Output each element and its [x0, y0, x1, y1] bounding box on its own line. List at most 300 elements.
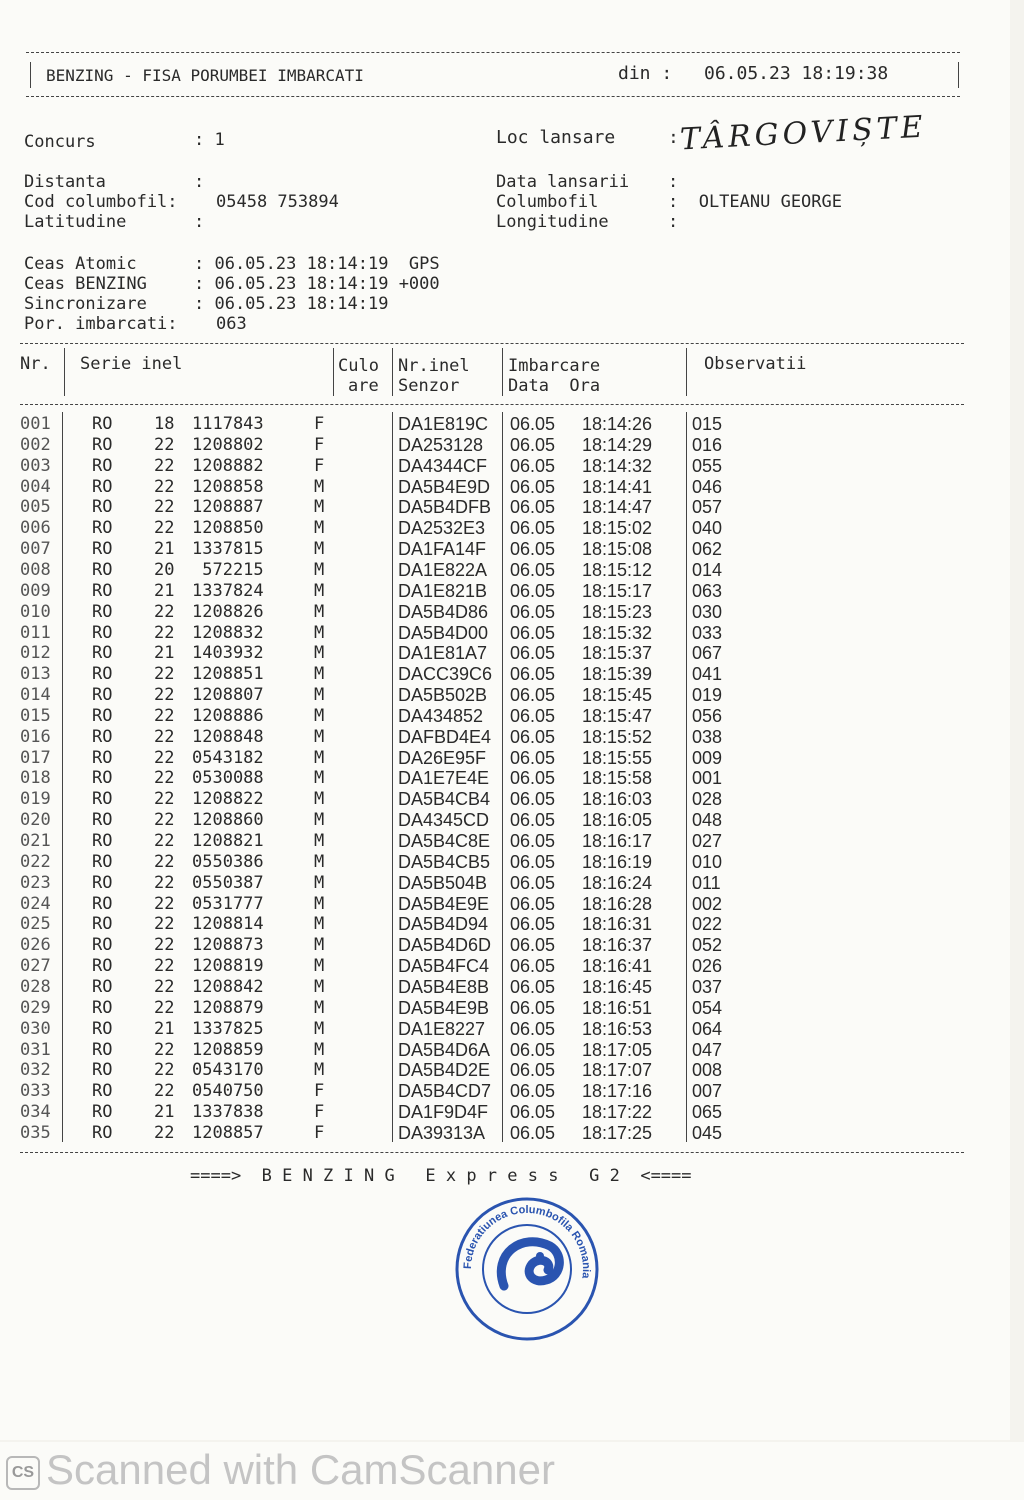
- row-country: RO: [92, 768, 113, 789]
- row-nr: 021: [20, 831, 51, 851]
- row-sex: M: [314, 831, 325, 851]
- row-nr: 006: [20, 518, 51, 539]
- row-year: 22: [154, 601, 175, 622]
- row-time: 18:14:47: [582, 497, 653, 518]
- row-country: RO: [92, 1081, 113, 1102]
- row-sensor-id: DA5B504B: [398, 872, 488, 893]
- table-header-bottom-rule: [20, 404, 964, 405]
- benzing-footer-brand: ====> B E N Z I N G E x p r e s s G 2 <====: [190, 1166, 692, 1186]
- row-date: 06.05: [510, 601, 556, 622]
- row-country: RO: [92, 956, 113, 977]
- row-observatii: 065: [692, 1102, 723, 1123]
- row-year: 22: [154, 831, 175, 851]
- row-observatii: 067: [692, 643, 723, 664]
- row-ring-number: 1403932: [192, 643, 264, 664]
- row-date: 06.05: [510, 539, 556, 560]
- row-sensor-id: DA5B4CD7: [398, 1081, 492, 1102]
- col-divider-senzor: [502, 348, 503, 396]
- row-ring-number: 1208879: [192, 997, 264, 1018]
- row-sensor-id: DA5B4E9D: [398, 476, 491, 497]
- row-year: 22: [154, 914, 175, 935]
- col-divider-serie: [333, 348, 334, 396]
- row-sex: M: [314, 580, 325, 601]
- row-time: 18:17:25: [582, 1122, 653, 1143]
- body-divider-senzor-right: [502, 412, 503, 1142]
- row-sensor-id: DA2532E3: [398, 518, 486, 539]
- row-nr: 024: [20, 893, 51, 914]
- row-sensor-id: DA5B4FC4: [398, 956, 490, 977]
- row-time: 18:15:45: [582, 685, 653, 706]
- ceas-benzing-label: Ceas BENZING: [24, 274, 147, 294]
- table-bottom-rule: [20, 1152, 964, 1153]
- row-nr: 022: [20, 851, 51, 872]
- row-country: RO: [92, 893, 113, 914]
- row-nr: 030: [20, 1018, 51, 1039]
- row-year: 22: [154, 810, 175, 831]
- row-ring-number: 1208857: [192, 1122, 264, 1143]
- row-time: 18:14:29: [582, 434, 653, 455]
- row-country: RO: [92, 789, 113, 810]
- longitudine-value: :: [668, 212, 679, 232]
- row-sex: M: [314, 497, 325, 518]
- row-country: RO: [92, 1018, 113, 1039]
- row-observatii: 033: [692, 622, 723, 643]
- row-sex: M: [314, 914, 325, 935]
- row-sensor-id: DA434852: [398, 705, 484, 726]
- row-sex: M: [314, 810, 325, 831]
- row-year: 22: [154, 872, 175, 893]
- row-country: RO: [92, 914, 113, 935]
- sincronizare-label: Sincronizare: [24, 294, 147, 314]
- row-sensor-id: DA1FA14F: [398, 539, 487, 560]
- row-date: 06.05: [510, 1039, 556, 1060]
- row-observatii: 037: [692, 976, 723, 997]
- row-sex: M: [314, 1018, 325, 1039]
- col-divider-culoare: [392, 348, 393, 396]
- row-country: RO: [92, 810, 113, 831]
- row-date: 06.05: [510, 831, 556, 851]
- ceas-atomic-value: : 06.05.23 18:14:19 GPS: [194, 254, 440, 274]
- row-year: 22: [154, 685, 175, 706]
- row-sensor-id: DA4345CD: [398, 810, 490, 831]
- row-country: RO: [92, 726, 113, 747]
- row-country: RO: [92, 705, 113, 726]
- row-sensor-id: DA5B4D6D: [398, 935, 492, 956]
- row-ring-number: 1208802: [192, 434, 264, 455]
- row-time: 18:17:22: [582, 1102, 653, 1123]
- row-year: 22: [154, 1081, 175, 1102]
- row-year: 22: [154, 1122, 175, 1143]
- row-observatii: 038: [692, 726, 723, 747]
- columbofil-value: : OLTEANU GEORGE: [668, 192, 842, 212]
- data-lansarii-value: :: [668, 172, 679, 192]
- row-date: 06.05: [510, 705, 556, 726]
- row-date: 06.05: [510, 768, 556, 789]
- row-sensor-id: DA4344CF: [398, 455, 488, 476]
- row-year: 22: [154, 789, 175, 810]
- row-sex: M: [314, 997, 325, 1018]
- row-sex: M: [314, 685, 325, 706]
- row-time: 18:16:05: [582, 810, 653, 831]
- row-sex: M: [314, 518, 325, 539]
- row-date: 06.05: [510, 580, 556, 601]
- row-country: RO: [92, 1122, 113, 1143]
- document-title: BENZING - FISA PORUMBEI IMBARCATI: [46, 66, 364, 85]
- row-nr: 034: [20, 1102, 51, 1123]
- row-date: 06.05: [510, 893, 556, 914]
- row-sex: M: [314, 539, 325, 560]
- row-observatii: 007: [692, 1081, 723, 1102]
- row-country: RO: [92, 685, 113, 706]
- row-sex: M: [314, 643, 325, 664]
- col-header-nr-inel: Nr.inel: [398, 356, 470, 376]
- row-observatii: 048: [692, 810, 723, 831]
- row-observatii: 057: [692, 497, 723, 518]
- row-date: 06.05: [510, 518, 556, 539]
- row-observatii: 040: [692, 518, 723, 539]
- row-nr: 001: [20, 414, 51, 434]
- row-ring-number: 1337815: [192, 539, 264, 560]
- row-sensor-id: DA39313A: [398, 1122, 486, 1143]
- federation-stamp: [452, 1194, 602, 1344]
- row-year: 22: [154, 434, 175, 455]
- row-time: 18:17:05: [582, 1039, 653, 1060]
- row-observatii: 052: [692, 935, 723, 956]
- row-nr: 011: [20, 622, 51, 643]
- row-nr: 004: [20, 476, 51, 497]
- table-header-top-rule: [20, 343, 964, 344]
- row-country: RO: [92, 434, 113, 455]
- row-year: 18: [154, 414, 175, 434]
- row-sex: M: [314, 705, 325, 726]
- row-observatii: 026: [692, 956, 723, 977]
- row-time: 18:16:53: [582, 1018, 653, 1039]
- row-time: 18:16:51: [582, 997, 653, 1018]
- row-sensor-id: DA1E81A7: [398, 643, 488, 664]
- row-observatii: 027: [692, 831, 723, 851]
- columbofil-label: Columbofil: [496, 192, 599, 212]
- row-nr: 002: [20, 434, 51, 455]
- row-ring-number: 1208882: [192, 455, 264, 476]
- row-ring-number: 0543170: [192, 1060, 264, 1081]
- row-observatii: 041: [692, 664, 723, 685]
- row-ring-number: 1208848: [192, 726, 264, 747]
- row-ring-number: 0530088: [192, 768, 264, 789]
- row-country: RO: [92, 664, 113, 685]
- row-ring-number: 1208887: [192, 497, 264, 518]
- ceas-atomic-label: Ceas Atomic: [24, 254, 137, 274]
- row-year: 22: [154, 747, 175, 768]
- row-sex: M: [314, 956, 325, 977]
- row-observatii: 011: [692, 872, 721, 893]
- row-year: 21: [154, 1102, 175, 1123]
- col-header-serie-inel: Serie inel: [80, 354, 183, 374]
- row-year: 22: [154, 518, 175, 539]
- row-sex: M: [314, 872, 325, 893]
- din-label: din :: [618, 63, 673, 84]
- row-ring-number: 1208819: [192, 956, 264, 977]
- row-nr: 018: [20, 768, 51, 789]
- sincronizare-value: : 06.05.23 18:14:19: [194, 294, 389, 314]
- row-observatii: 008: [692, 1060, 723, 1081]
- row-sensor-id: DA26E95F: [398, 747, 487, 768]
- loc-lansare-colon: :: [668, 127, 679, 148]
- row-year: 22: [154, 705, 175, 726]
- row-observatii: 019: [692, 685, 723, 706]
- row-date: 06.05: [510, 1081, 556, 1102]
- row-observatii: 055: [692, 455, 723, 476]
- row-time: 18:15:58: [582, 768, 653, 789]
- row-sex: M: [314, 976, 325, 997]
- row-date: 06.05: [510, 789, 556, 810]
- row-country: RO: [92, 580, 113, 601]
- row-sex: M: [314, 559, 325, 580]
- row-time: 18:15:08: [582, 539, 653, 560]
- row-nr: 031: [20, 1039, 51, 1060]
- row-sensor-id: DA1E821B: [398, 580, 488, 601]
- row-ring-number: 1208822: [192, 789, 264, 810]
- row-country: RO: [92, 1039, 113, 1060]
- row-observatii: 014: [692, 559, 723, 580]
- row-ring-number: 1208842: [192, 976, 264, 997]
- porumbei-imbarcati-value: 063: [216, 314, 247, 334]
- row-date: 06.05: [510, 1122, 556, 1143]
- row-ring-number: 1208873: [192, 935, 264, 956]
- row-date: 06.05: [510, 976, 556, 997]
- row-ring-number: 0531777: [192, 893, 264, 914]
- row-country: RO: [92, 831, 113, 851]
- row-ring-number: 572215: [192, 559, 264, 580]
- row-year: 22: [154, 956, 175, 977]
- row-date: 06.05: [510, 434, 556, 455]
- row-sex: M: [314, 1060, 325, 1081]
- row-observatii: 022: [692, 914, 723, 935]
- row-country: RO: [92, 643, 113, 664]
- row-date: 06.05: [510, 914, 556, 935]
- row-time: 18:15:37: [582, 643, 653, 664]
- row-year: 22: [154, 935, 175, 956]
- header-left-bar: [30, 62, 31, 88]
- row-date: 06.05: [510, 956, 556, 977]
- row-date: 06.05: [510, 872, 556, 893]
- row-sensor-id: DA1E822A: [398, 559, 488, 580]
- row-year: 22: [154, 893, 175, 914]
- row-ring-number: 1117843: [192, 414, 264, 434]
- row-sensor-id: DA5B4D2E: [398, 1060, 491, 1081]
- row-observatii: 028: [692, 789, 723, 810]
- latitudine-value: :: [194, 212, 205, 232]
- row-sex: M: [314, 768, 325, 789]
- row-date: 06.05: [510, 747, 556, 768]
- row-sex: M: [314, 893, 325, 914]
- row-time: 18:15:55: [582, 747, 653, 768]
- row-year: 22: [154, 768, 175, 789]
- row-year: 21: [154, 1018, 175, 1039]
- porumbei-imbarcati-label: Por. imbarcati:: [24, 314, 178, 334]
- row-time: 18:17:16: [582, 1081, 653, 1102]
- row-sex: F: [314, 1081, 325, 1102]
- row-time: 18:16:37: [582, 935, 653, 956]
- loc-lansare-label: Loc lansare: [496, 127, 616, 148]
- row-sensor-id: DA5B4E9B: [398, 997, 490, 1018]
- row-sex: F: [314, 1102, 325, 1123]
- row-sensor-id: DA5B4D86: [398, 601, 489, 622]
- row-nr: 005: [20, 497, 51, 518]
- row-time: 18:15:23: [582, 601, 653, 622]
- row-time: 18:15:52: [582, 726, 653, 747]
- row-sensor-id: DA253128: [398, 434, 484, 455]
- row-sex: M: [314, 476, 325, 497]
- row-year: 22: [154, 622, 175, 643]
- row-sex: F: [314, 434, 325, 455]
- row-time: 18:14:32: [582, 455, 653, 476]
- row-date: 06.05: [510, 622, 556, 643]
- row-sex: M: [314, 851, 325, 872]
- row-sensor-id: DA5B4E8B: [398, 976, 490, 997]
- row-year: 22: [154, 497, 175, 518]
- row-sensor-id: DA5B4D94: [398, 914, 489, 935]
- row-date: 06.05: [510, 997, 556, 1018]
- col-divider-imbarcare: [686, 348, 687, 396]
- stamp-ring-text: Federatiunea Columbofila Romania: [461, 1203, 593, 1280]
- row-year: 22: [154, 851, 175, 872]
- row-observatii: 001: [692, 768, 723, 789]
- row-ring-number: 1337824: [192, 580, 264, 601]
- col-header-culoare-2: are: [348, 376, 379, 396]
- row-sensor-id: DA5B4CB5: [398, 851, 491, 872]
- row-sensor-id: DA1E819C: [398, 414, 489, 434]
- row-nr: 032: [20, 1060, 51, 1081]
- row-year: 21: [154, 539, 175, 560]
- row-country: RO: [92, 414, 113, 434]
- row-ring-number: 1208814: [192, 914, 264, 935]
- concurs-value: : 1: [194, 130, 225, 150]
- row-sensor-id: DA5B4DFB: [398, 497, 492, 518]
- row-time: 18:15:47: [582, 705, 653, 726]
- row-country: RO: [92, 455, 113, 476]
- row-nr: 033: [20, 1081, 51, 1102]
- row-year: 22: [154, 726, 175, 747]
- row-sex: M: [314, 747, 325, 768]
- row-nr: 019: [20, 789, 51, 810]
- row-date: 06.05: [510, 1018, 556, 1039]
- row-sex: F: [314, 414, 325, 434]
- row-sex: M: [314, 935, 325, 956]
- col-header-culoare-1: Culo: [338, 356, 379, 376]
- row-year: 20: [154, 559, 175, 580]
- row-time: 18:16:24: [582, 872, 653, 893]
- row-nr: 027: [20, 956, 51, 977]
- row-date: 06.05: [510, 497, 556, 518]
- row-date: 06.05: [510, 935, 556, 956]
- row-time: 18:15:39: [582, 664, 653, 685]
- row-date: 06.05: [510, 455, 556, 476]
- row-time: 18:16:31: [582, 914, 653, 935]
- row-sensor-id: DA1E8227: [398, 1018, 486, 1039]
- row-observatii: 016: [692, 434, 723, 455]
- row-sensor-id: DACC39C6: [398, 664, 493, 685]
- row-country: RO: [92, 747, 113, 768]
- row-country: RO: [92, 997, 113, 1018]
- camscanner-text: Scanned with CamScanner: [46, 1446, 555, 1493]
- row-country: RO: [92, 559, 113, 580]
- row-time: 18:15:32: [582, 622, 653, 643]
- body-divider-obs: [686, 412, 687, 1142]
- row-year: 22: [154, 976, 175, 997]
- distanta-label: Distanta: [24, 172, 106, 192]
- row-nr: 035: [20, 1122, 51, 1143]
- row-time: 18:15:12: [582, 559, 653, 580]
- row-date: 06.05: [510, 851, 556, 872]
- row-ring-number: 0550387: [192, 872, 264, 893]
- row-ring-number: 1208859: [192, 1039, 264, 1060]
- row-observatii: 045: [692, 1122, 723, 1143]
- row-year: 22: [154, 455, 175, 476]
- row-time: 18:17:07: [582, 1060, 653, 1081]
- col-header-senzor: Senzor: [398, 376, 460, 396]
- row-nr: 014: [20, 685, 51, 706]
- row-sex: M: [314, 726, 325, 747]
- pigeon-emblem-icon: [501, 1242, 559, 1286]
- camscanner-logo-icon: CS: [6, 1456, 40, 1490]
- row-time: 18:15:17: [582, 580, 653, 601]
- row-nr: 020: [20, 810, 51, 831]
- row-observatii: 010: [692, 851, 723, 872]
- row-observatii: 002: [692, 893, 723, 914]
- row-nr: 007: [20, 539, 51, 560]
- row-observatii: 009: [692, 747, 723, 768]
- row-date: 06.05: [510, 1060, 556, 1081]
- row-nr: 028: [20, 976, 51, 997]
- body-divider-senzor-left: [392, 412, 393, 1142]
- row-date: 06.05: [510, 643, 556, 664]
- row-sex: F: [314, 455, 325, 476]
- row-date: 06.05: [510, 685, 556, 706]
- row-nr: 016: [20, 726, 51, 747]
- row-nr: 012: [20, 643, 51, 664]
- row-country: RO: [92, 976, 113, 997]
- row-time: 18:16:41: [582, 956, 653, 977]
- row-date: 06.05: [510, 414, 556, 434]
- row-nr: 025: [20, 914, 51, 935]
- row-nr: 009: [20, 580, 51, 601]
- longitudine-label: Longitudine: [496, 212, 609, 232]
- col-divider-nr: [64, 348, 65, 396]
- row-nr: 008: [20, 559, 51, 580]
- data-lansarii-label: Data lansarii: [496, 172, 630, 192]
- row-country: RO: [92, 872, 113, 893]
- row-sex: M: [314, 789, 325, 810]
- row-nr: 010: [20, 601, 51, 622]
- row-time: 18:16:17: [582, 831, 653, 851]
- row-sex: M: [314, 1039, 325, 1060]
- row-observatii: 064: [692, 1018, 723, 1039]
- row-sex: M: [314, 622, 325, 643]
- row-ring-number: 1208807: [192, 685, 264, 706]
- row-country: RO: [92, 1060, 113, 1081]
- row-year: 21: [154, 643, 175, 664]
- header-top-rule: [26, 52, 960, 53]
- ceas-benzing-value: : 06.05.23 18:14:19 +000: [194, 274, 440, 294]
- row-sex: M: [314, 601, 325, 622]
- row-year: 21: [154, 580, 175, 601]
- row-ring-number: 0540750: [192, 1081, 264, 1102]
- row-time: 18:16:28: [582, 893, 653, 914]
- row-country: RO: [92, 539, 113, 560]
- body-divider-nr: [62, 412, 63, 1142]
- camscanner-watermark: [0, 1442, 1024, 1500]
- din-value: 06.05.23 18:19:38: [704, 63, 889, 84]
